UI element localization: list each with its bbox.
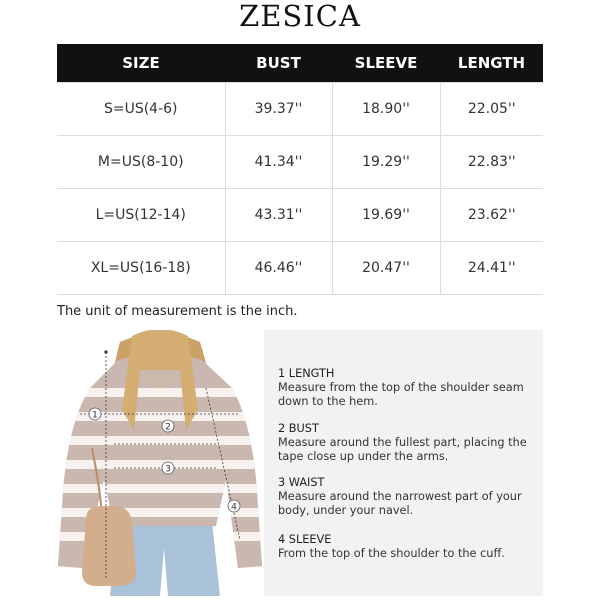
brand-logo: ZESICA <box>239 0 361 33</box>
measurement-bust <box>278 422 538 464</box>
bust-cell: 39.37'' <box>225 83 332 136</box>
measurement-desc: From the top of the shoulder to the cuff. <box>278 547 505 560</box>
size-cell: M=US(8-10) <box>57 136 225 189</box>
sleeve-cell: 18.90'' <box>332 83 440 136</box>
table-row <box>57 189 543 242</box>
marker-2: 2 <box>165 422 171 433</box>
table-row <box>57 83 543 136</box>
measurement-length <box>278 367 538 409</box>
header-size: SIZE <box>57 44 225 83</box>
measurement-desc: Measure around the narrowest part of your body, under your navel. <box>278 490 522 517</box>
size-cell: S=US(4-6) <box>57 83 225 136</box>
measurement-title: 2 BUST <box>278 422 319 435</box>
measurement-waist <box>278 476 538 518</box>
measurement-sleeve <box>278 533 538 561</box>
length-cell: 23.62'' <box>440 189 543 242</box>
table-row <box>57 242 543 295</box>
measurement-title: 4 SLEEVE <box>278 533 332 546</box>
length-cell: 24.41'' <box>440 242 543 295</box>
marker-4: 4 <box>231 502 237 513</box>
size-cell: L=US(12-14) <box>57 189 225 242</box>
measurement-title: 1 LENGTH <box>278 367 335 380</box>
measurement-desc: Measure around the fullest part, placing the tape close up under the arms. <box>278 436 527 463</box>
header-bust: BUST <box>225 44 332 83</box>
sleeve-cell: 19.69'' <box>332 189 440 242</box>
bust-cell: 41.34'' <box>225 136 332 189</box>
marker-3: 3 <box>165 464 171 475</box>
size-chart-table <box>57 44 543 295</box>
bust-cell: 46.46'' <box>225 242 332 295</box>
length-cell: 22.05'' <box>440 83 543 136</box>
model-photo <box>56 330 264 596</box>
measurement-desc: Measure from the top of the shoulder seam down to the hem. <box>278 381 524 408</box>
table-row <box>57 136 543 189</box>
sleeve-cell: 20.47'' <box>332 242 440 295</box>
unit-note: The unit of measurement is the inch. <box>57 304 298 319</box>
size-cell: XL=US(16-18) <box>57 242 225 295</box>
length-cell: 22.83'' <box>440 136 543 189</box>
marker-1: 1 <box>92 410 98 421</box>
header-sleeve: SLEEVE <box>332 44 440 83</box>
measurement-title: 3 WAIST <box>278 476 325 489</box>
table-header-row <box>57 44 543 83</box>
header-length: LENGTH <box>440 44 543 83</box>
bust-cell: 43.31'' <box>225 189 332 242</box>
sleeve-cell: 19.29'' <box>332 136 440 189</box>
